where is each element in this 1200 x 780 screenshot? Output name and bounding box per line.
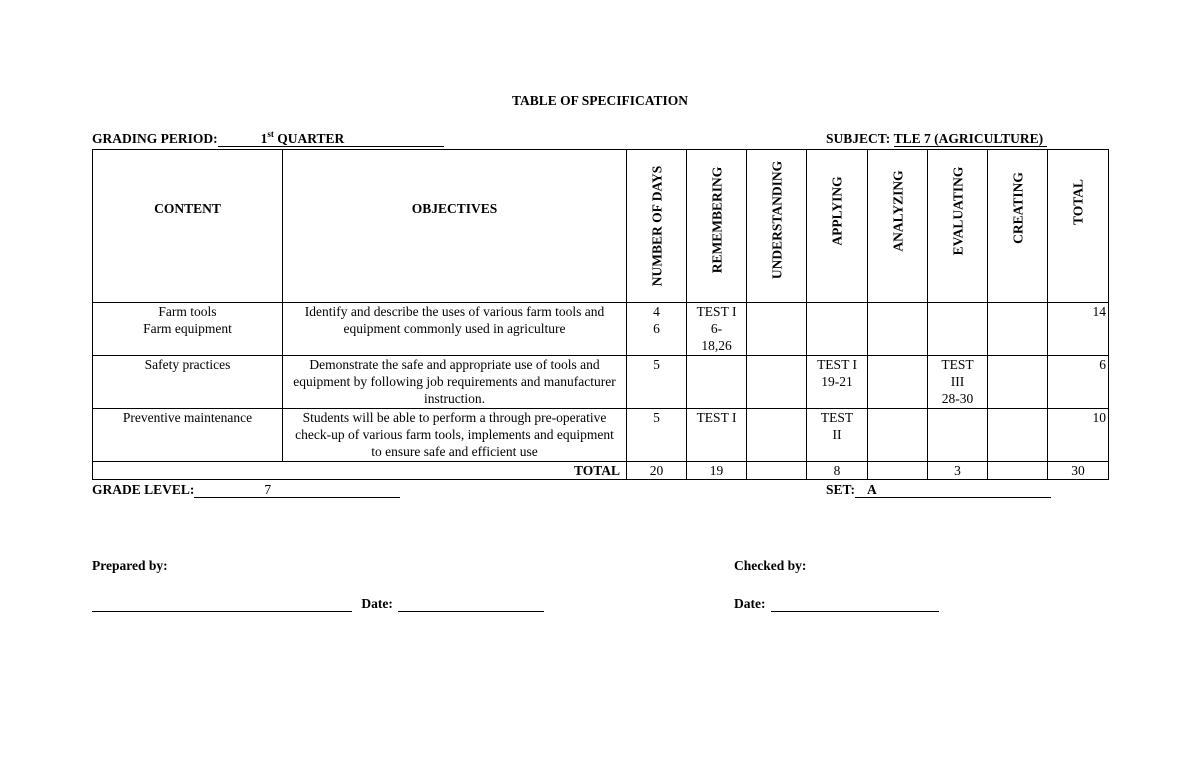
- applying-cell: [807, 303, 868, 356]
- checked-by-date-line[interactable]: [771, 597, 939, 612]
- header-creating: CREATING: [988, 150, 1048, 303]
- grade-level-label: GRADE LEVEL:: [92, 482, 195, 497]
- header-total: TOTAL: [1048, 150, 1109, 303]
- totals-analyzing: [868, 462, 928, 480]
- total-cell: 6: [1048, 356, 1109, 409]
- header-analyzing: ANALYZING: [868, 150, 928, 303]
- table-row: [93, 303, 1109, 356]
- total-cell: 10: [1048, 409, 1109, 462]
- set: [826, 482, 1051, 498]
- evaluating-cell: [928, 409, 988, 462]
- total-cell: 14: [1048, 303, 1109, 356]
- document-title: TABLE OF SPECIFICATION: [511, 93, 689, 108]
- checked-by-signature: [734, 596, 939, 612]
- objective-cell: Identify and describe the uses of various farm tools and equipment commonly used in agriculture: [283, 303, 627, 356]
- totals-remembering: 19: [687, 462, 747, 480]
- grading-period: [92, 128, 444, 147]
- specification-table: [92, 149, 1109, 480]
- subject-label: SUBJECT:: [826, 131, 891, 146]
- prepared-by-date-line[interactable]: [398, 597, 544, 612]
- header-remembering: REMEMBERING: [687, 150, 747, 303]
- evaluating-cell: TEST III 28-30: [928, 356, 988, 409]
- header-objectives: OBJECTIVES: [283, 150, 627, 303]
- checked-by-label: Checked by:: [734, 558, 807, 573]
- totals-evaluating: 3: [928, 462, 988, 480]
- totals-label: TOTAL: [93, 462, 627, 480]
- totals-understanding: [747, 462, 807, 480]
- applying-cell: TEST II: [807, 409, 868, 462]
- totals-days: 20: [627, 462, 687, 480]
- prepared-by-date-label: Date:: [361, 596, 393, 611]
- content-cell: Preventive maintenance: [93, 409, 283, 462]
- creating-cell: [988, 303, 1048, 356]
- grade-level: [92, 482, 400, 498]
- grade-level-value: 7: [194, 483, 400, 498]
- header-understanding: UNDERSTANDING: [747, 150, 807, 303]
- grading-period-label: GRADING PERIOD:: [92, 131, 218, 146]
- objective-cell: Demonstrate the safe and appropriate use of tools and equipment by following job requirements and manufacturer instruction.: [283, 356, 627, 409]
- days-cell: 5: [627, 409, 687, 462]
- header-row: [93, 150, 1109, 303]
- remembering-cell: TEST I 6- 18,26: [687, 303, 747, 356]
- checked-by-date-label: Date:: [734, 596, 766, 611]
- totals-row: [93, 462, 1109, 480]
- creating-cell: [988, 356, 1048, 409]
- totals-total: 30: [1048, 462, 1109, 480]
- remembering-cell: TEST I: [687, 409, 747, 462]
- content-cell: Safety practices: [93, 356, 283, 409]
- analyzing-cell: [868, 303, 928, 356]
- understanding-cell: [747, 409, 807, 462]
- evaluating-cell: [928, 303, 988, 356]
- understanding-cell: [747, 303, 807, 356]
- days-cell: 4 6: [627, 303, 687, 356]
- header-applying: APPLYING: [807, 150, 868, 303]
- set-label: SET:: [826, 482, 856, 497]
- header-number-of-days: NUMBER OF DAYS: [627, 150, 687, 303]
- prepared-by-label: Prepared by:: [92, 558, 168, 573]
- header-content: CONTENT: [93, 150, 283, 303]
- header-evaluating: EVALUATING: [928, 150, 988, 303]
- content-cell: Farm tools Farm equipment: [93, 303, 283, 356]
- subject: [826, 131, 1047, 147]
- totals-applying: 8: [807, 462, 868, 480]
- grading-period-value: 1st QUARTER: [218, 132, 444, 147]
- prepared-by-signature-line[interactable]: [92, 597, 352, 612]
- days-cell: 5: [627, 356, 687, 409]
- analyzing-cell: [868, 409, 928, 462]
- creating-cell: [988, 409, 1048, 462]
- totals-creating: [988, 462, 1048, 480]
- objective-cell: Students will be able to perform a through pre-operative check-up of various farm tools, implements and equipment to ensure safe and efficient use: [283, 409, 627, 462]
- remembering-cell: [687, 356, 747, 409]
- table-row: [93, 356, 1109, 409]
- prepared-by-signature: [92, 596, 544, 612]
- table-row: [93, 409, 1109, 462]
- analyzing-cell: [868, 356, 928, 409]
- set-value: A: [855, 483, 1051, 498]
- understanding-cell: [747, 356, 807, 409]
- applying-cell: TEST I 19-21: [807, 356, 868, 409]
- subject-value: TLE 7 (AGRICULTURE): [894, 132, 1048, 147]
